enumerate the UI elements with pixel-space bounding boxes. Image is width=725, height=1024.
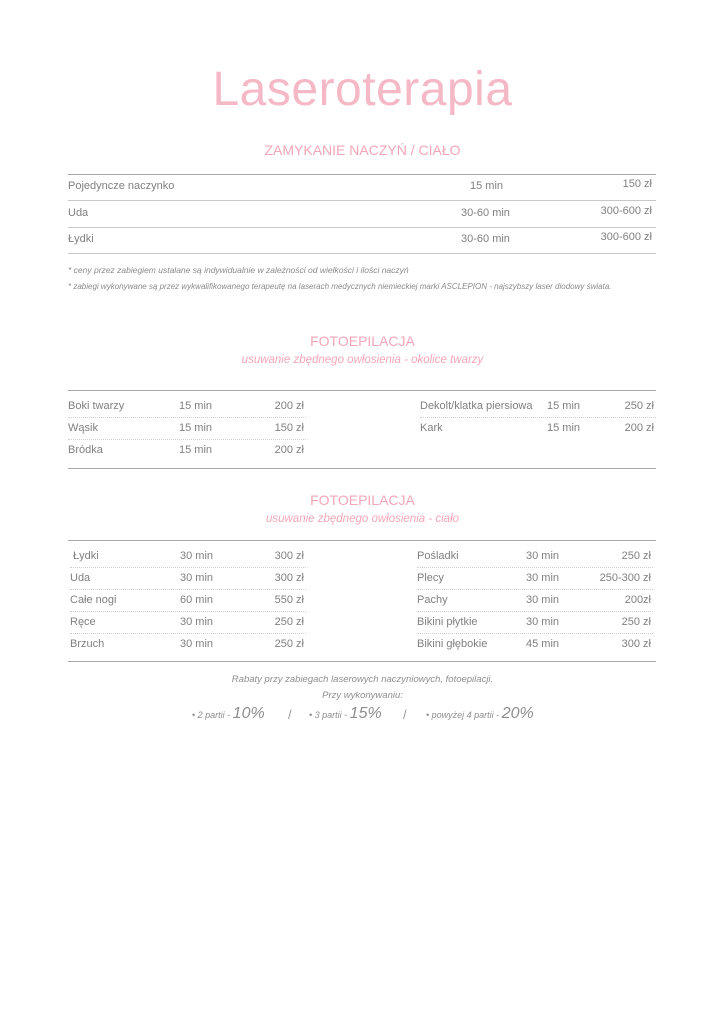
item-time: 15 min [470,180,504,192]
item-price: 550 zł [274,594,304,606]
discount-item-2 [192,705,265,723]
body-right-row-1 [417,572,653,588]
face-right-row-0 [420,400,656,416]
item-name: Uda [68,207,89,219]
item-price: 300-600 zł [600,231,652,243]
item-name: Uda [70,572,91,584]
vessels-note-2: * zabiegi wykonywane są przez wykwalifikowanego terapeutę na laserach medycznych niemieckiej marki ASCLEPION - najszybszy laser diodowy świata. [68,282,612,291]
body-left-row-1 [70,572,306,588]
item-time: 15 min [179,422,213,434]
dotted-divider [70,567,306,568]
discount-line-1: Rabaty przy zabiegach laserowych naczyniowych, fotoepilacji. [231,674,494,685]
dotted-divider [68,417,306,418]
item-time: 30 min [526,594,560,606]
body-heading: FOTOEPILACJA [310,492,415,508]
discount-value: 10% [232,705,265,722]
face-left-row-0 [68,400,306,416]
item-price: 250 zł [274,616,304,628]
body-bottom-rule [68,661,656,662]
dotted-divider [70,633,306,634]
item-name: Dekolt/klatka piersiowa [420,400,533,412]
body-subheading: usuwanie zbędnego owłosienia - ciało [265,513,460,525]
item-price: 150 zł [274,422,304,434]
vessels-divider [68,227,656,228]
discount-value: 20% [501,705,534,722]
item-price: 250 zł [621,550,651,562]
item-time: 45 min [526,638,560,650]
face-heading: FOTOEPILACJA [310,333,415,349]
item-time: 30 min [180,572,214,584]
item-time: 60 min [180,594,214,606]
item-time: 15 min [179,400,213,412]
item-name: Pośladki [417,550,459,562]
vessels-note-1: * ceny przez zabiegiem ustalane są indywidualnie w zależności od wielkości i ilości naczyń [68,265,409,275]
item-name: Brzuch [70,638,105,650]
face-left-row-2 [68,444,306,460]
body-left-row-0 [70,550,306,566]
dotted-divider [417,589,653,590]
item-price: 200 zł [624,422,654,434]
item-price: 150 zł [622,178,652,190]
item-name: Bródka [68,444,103,456]
item-time: 30-60 min [461,233,510,245]
dotted-divider [70,611,306,612]
item-price: 200 zł [274,444,304,456]
body-right-row-0 [417,550,653,566]
item-price: 300 zł [274,550,304,562]
dotted-divider [417,611,653,612]
dotted-divider [417,567,653,568]
dotted-divider [417,633,653,634]
body-right-row-4 [417,638,653,654]
item-price: 200 zł [274,400,304,412]
discount-label: • 2 partii - [192,710,233,720]
face-left-row-1 [68,422,306,438]
item-time: 30 min [180,638,214,650]
discount-value: 15% [349,705,382,722]
item-time: 30 min [180,550,214,562]
face-bottom-rule [68,468,656,469]
item-time: 30 min [526,616,560,628]
item-time: 30 min [526,572,560,584]
item-price: 250 zł [621,616,651,628]
item-price: 250-300 zł [599,572,651,584]
item-price: 300 zł [274,572,304,584]
body-left-row-3 [70,616,306,632]
item-name: Łydki [73,550,99,562]
face-right-row-1 [420,422,656,438]
item-time: 15 min [179,444,213,456]
separator: / [288,707,292,722]
discount-item-4 [426,705,534,723]
discount-line-2: Przy wykonywaniu: [322,690,403,701]
vessels-bottom-rule [68,253,656,254]
face-top-rule [68,390,656,391]
item-name: Boki twarzy [68,400,125,412]
vessels-top-rule [68,174,656,175]
item-name: Pachy [417,594,448,606]
body-right-row-3 [417,616,653,632]
vessels-divider [68,200,656,201]
item-time: 30-60 min [461,207,510,219]
dotted-divider [70,589,306,590]
item-name: Wąsik [68,422,98,434]
item-name: Bikini płytkie [417,616,478,628]
item-name: Łydki [68,233,94,245]
separator: / [403,707,407,722]
item-name: Bikini głębokie [417,638,488,650]
item-price: 300 zł [621,638,651,650]
dotted-divider [68,439,306,440]
discount-label: • powyżej 4 partii - [426,710,502,720]
page-title: Laseroterapia [212,63,513,116]
item-price: 200zł [624,594,651,606]
item-price: 250 zł [274,638,304,650]
item-name: Ręce [70,616,96,628]
item-price: 250 zł [624,400,654,412]
discount-label: • 3 partii - [309,710,350,720]
vessels-row-2 [68,233,656,249]
vessels-row-0 [68,180,656,196]
item-time: 30 min [180,616,214,628]
item-time: 15 min [547,400,581,412]
item-name: Kark [420,422,443,434]
item-name: Plecy [417,572,444,584]
dotted-divider [420,417,656,418]
vessels-heading: ZAMYKANIE NACZYŃ / CIAŁO [264,142,461,158]
body-right-row-2 [417,594,653,610]
face-subheading: usuwanie zbędnego owłosienia - okolice twarzy [241,354,484,366]
item-price: 300-600 zł [600,205,652,217]
item-time: 30 min [526,550,560,562]
body-left-row-4 [70,638,306,654]
body-top-rule [68,540,656,541]
discount-item-3 [309,705,382,723]
body-left-row-2 [70,594,306,610]
item-time: 15 min [547,422,581,434]
item-name: Pojedyncze naczynko [68,180,175,192]
item-name: Całe nogi [70,594,117,606]
vessels-row-1 [68,207,656,223]
